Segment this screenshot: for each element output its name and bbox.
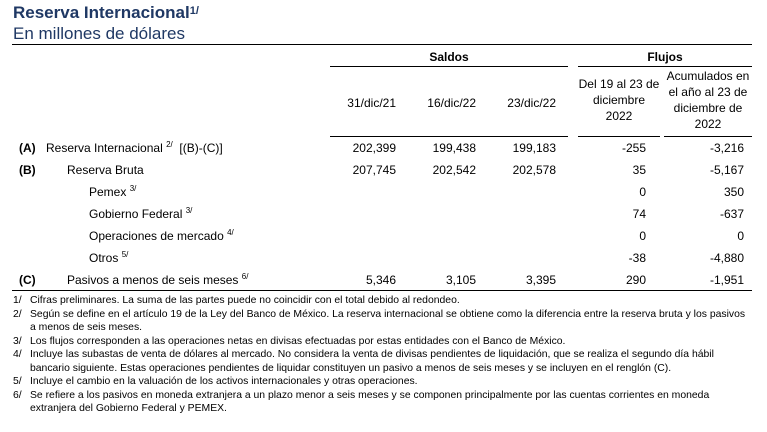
footnote (13, 294, 753, 308)
cell-16dic22: 3,105 (445, 273, 476, 287)
cell-flujo-acumulado: -637 (719, 207, 744, 221)
cell-23dic22: 202,578 (512, 163, 556, 177)
row-label-text: Gobierno Federal (89, 207, 183, 221)
footnote-id: 4/ (13, 349, 22, 360)
footnote-text: Cifras preliminares. La suma de las partes puede no coincidir con el total debido al redondeo. (30, 295, 460, 306)
row-footnote-ref: 2/ (166, 140, 173, 149)
footnote-id: 6/ (13, 389, 22, 401)
footnote-text: Se refiere a los pasivos en moneda extranjera a un plazo menor a seis meses y se componen principalmente por las cuentas corrientes en moneda extranjera del Gobierno Federal y PEMEX. (30, 389, 710, 414)
title-footnote-ref: 1/ (189, 5, 199, 17)
title-text: Reserva Internacional (13, 3, 190, 22)
row-id: (A) (19, 141, 36, 155)
footnote-id: 3/ (13, 335, 22, 347)
row-footnote-ref: 3/ (185, 206, 193, 215)
footnote-id: 5/ (13, 376, 22, 387)
row-label-text: Operaciones de mercado (89, 229, 224, 243)
table-row (0, 159, 767, 181)
row-label (89, 181, 136, 203)
row-footnote-ref: 4/ (227, 228, 234, 237)
table-row (0, 181, 767, 203)
col-header-23dic22: 23/dic/22 (507, 96, 556, 110)
cell-flujo-semana: -255 (621, 141, 646, 155)
footnotes (13, 294, 753, 416)
row-label-text: Reserva Bruta (67, 163, 144, 177)
cell-flujo-semana: 290 (625, 273, 646, 287)
row-label-text: Reserva Internacional (46, 141, 163, 155)
footnote-text: Incluye las subastas de venta de dólares al mercado. No considera la venta de divisas pendientes de liquidación, que se realiza el segundo día hábil bancario siguiente. Estas operaciones pendientes de liquidar constituyen un pasivo a menos de seis meses y se incluyen en el renglón (C). (30, 349, 714, 374)
table-row (0, 269, 767, 291)
page-subtitle: En millones de dólares (13, 24, 185, 43)
row-label (89, 225, 234, 247)
row-footnote-ref: 6/ (241, 272, 249, 281)
row-label-text: Otros (89, 251, 119, 265)
footnote (13, 375, 753, 389)
row-label-text: Pemex (89, 185, 127, 199)
saldos-group-header: Saldos (429, 50, 469, 64)
row-label (46, 137, 223, 159)
footnote-id: 2/ (13, 308, 22, 320)
cell-23dic22: 3,395 (525, 273, 556, 287)
saldos-group-rule (330, 66, 568, 67)
footnote-id: 1/ (13, 295, 22, 306)
cell-flujo-semana: -38 (628, 251, 646, 265)
row-footnote-ref: 3/ (129, 184, 137, 193)
row-id: (B) (19, 163, 36, 177)
footnote (13, 389, 753, 416)
table-row (0, 203, 767, 225)
table-row (0, 247, 767, 269)
footnote-text: Según se define en el artículo 19 de la Ley del Banco de México. La reserva internacional se obtiene como la diferencia entre la reserva bruta y los pasivos a menos de seis meses. (30, 308, 746, 333)
cell-16dic22: 199,438 (432, 141, 476, 155)
page-title (13, 3, 199, 23)
cell-flujo-acumulado: -5,167 (709, 163, 744, 177)
footnote (13, 348, 753, 375)
cell-23dic22: 199,183 (512, 141, 556, 155)
cell-flujo-acumulado: -1,951 (709, 273, 744, 287)
cell-flujo-semana: 0 (639, 229, 646, 243)
cell-flujo-acumulado: -4,880 (709, 251, 744, 265)
row-footnote-ref: 5/ (121, 250, 129, 259)
top-rule (12, 44, 752, 45)
table-row (0, 137, 767, 159)
cell-flujo-semana: 0 (639, 185, 646, 199)
cell-flujo-acumulado: 0 (737, 229, 744, 243)
footnote-text: Incluye el cambio en la valuación de los activos internacionales y otras operaciones. (30, 376, 418, 387)
footnote (13, 335, 753, 349)
row-formula: [(B)-(C)] (179, 141, 223, 155)
footnote (13, 308, 753, 335)
row-label (89, 247, 128, 269)
col-header-16dic22: 16/dic/22 (427, 96, 476, 110)
cell-31dic21: 207,745 (352, 163, 396, 177)
cell-31dic21: 5,346 (365, 273, 396, 287)
cell-flujo-semana: 35 (632, 163, 646, 177)
row-id: (C) (19, 273, 36, 287)
row-label (89, 203, 192, 225)
bottom-rule (12, 290, 752, 291)
row-label-text: Pasivos a menos de seis meses (67, 273, 239, 287)
cell-16dic22: 202,542 (432, 163, 476, 177)
footnote-text: Los flujos corresponden a las operaciones netas en divisas efectuadas por estas entidades con el Banco de México. (30, 335, 566, 347)
table-row (0, 225, 767, 247)
flujos-group-rule (578, 66, 752, 67)
cell-31dic21: 202,399 (352, 141, 396, 155)
cell-flujo-acumulado: 350 (723, 185, 744, 199)
row-label (67, 269, 248, 291)
cell-flujo-semana: 74 (632, 207, 646, 221)
flujos-group-header: Flujos (647, 50, 683, 64)
col-header-flujo-semana: Del 19 al 23 de diciembre 2022 (578, 77, 660, 123)
cell-flujo-acumulado: -3,216 (709, 141, 744, 155)
col-header-flujo-acumulado: Acumulados en el año al 23 de diciembre de 2022 (666, 69, 750, 131)
col-header-31dic21: 31/dic/21 (347, 96, 396, 110)
